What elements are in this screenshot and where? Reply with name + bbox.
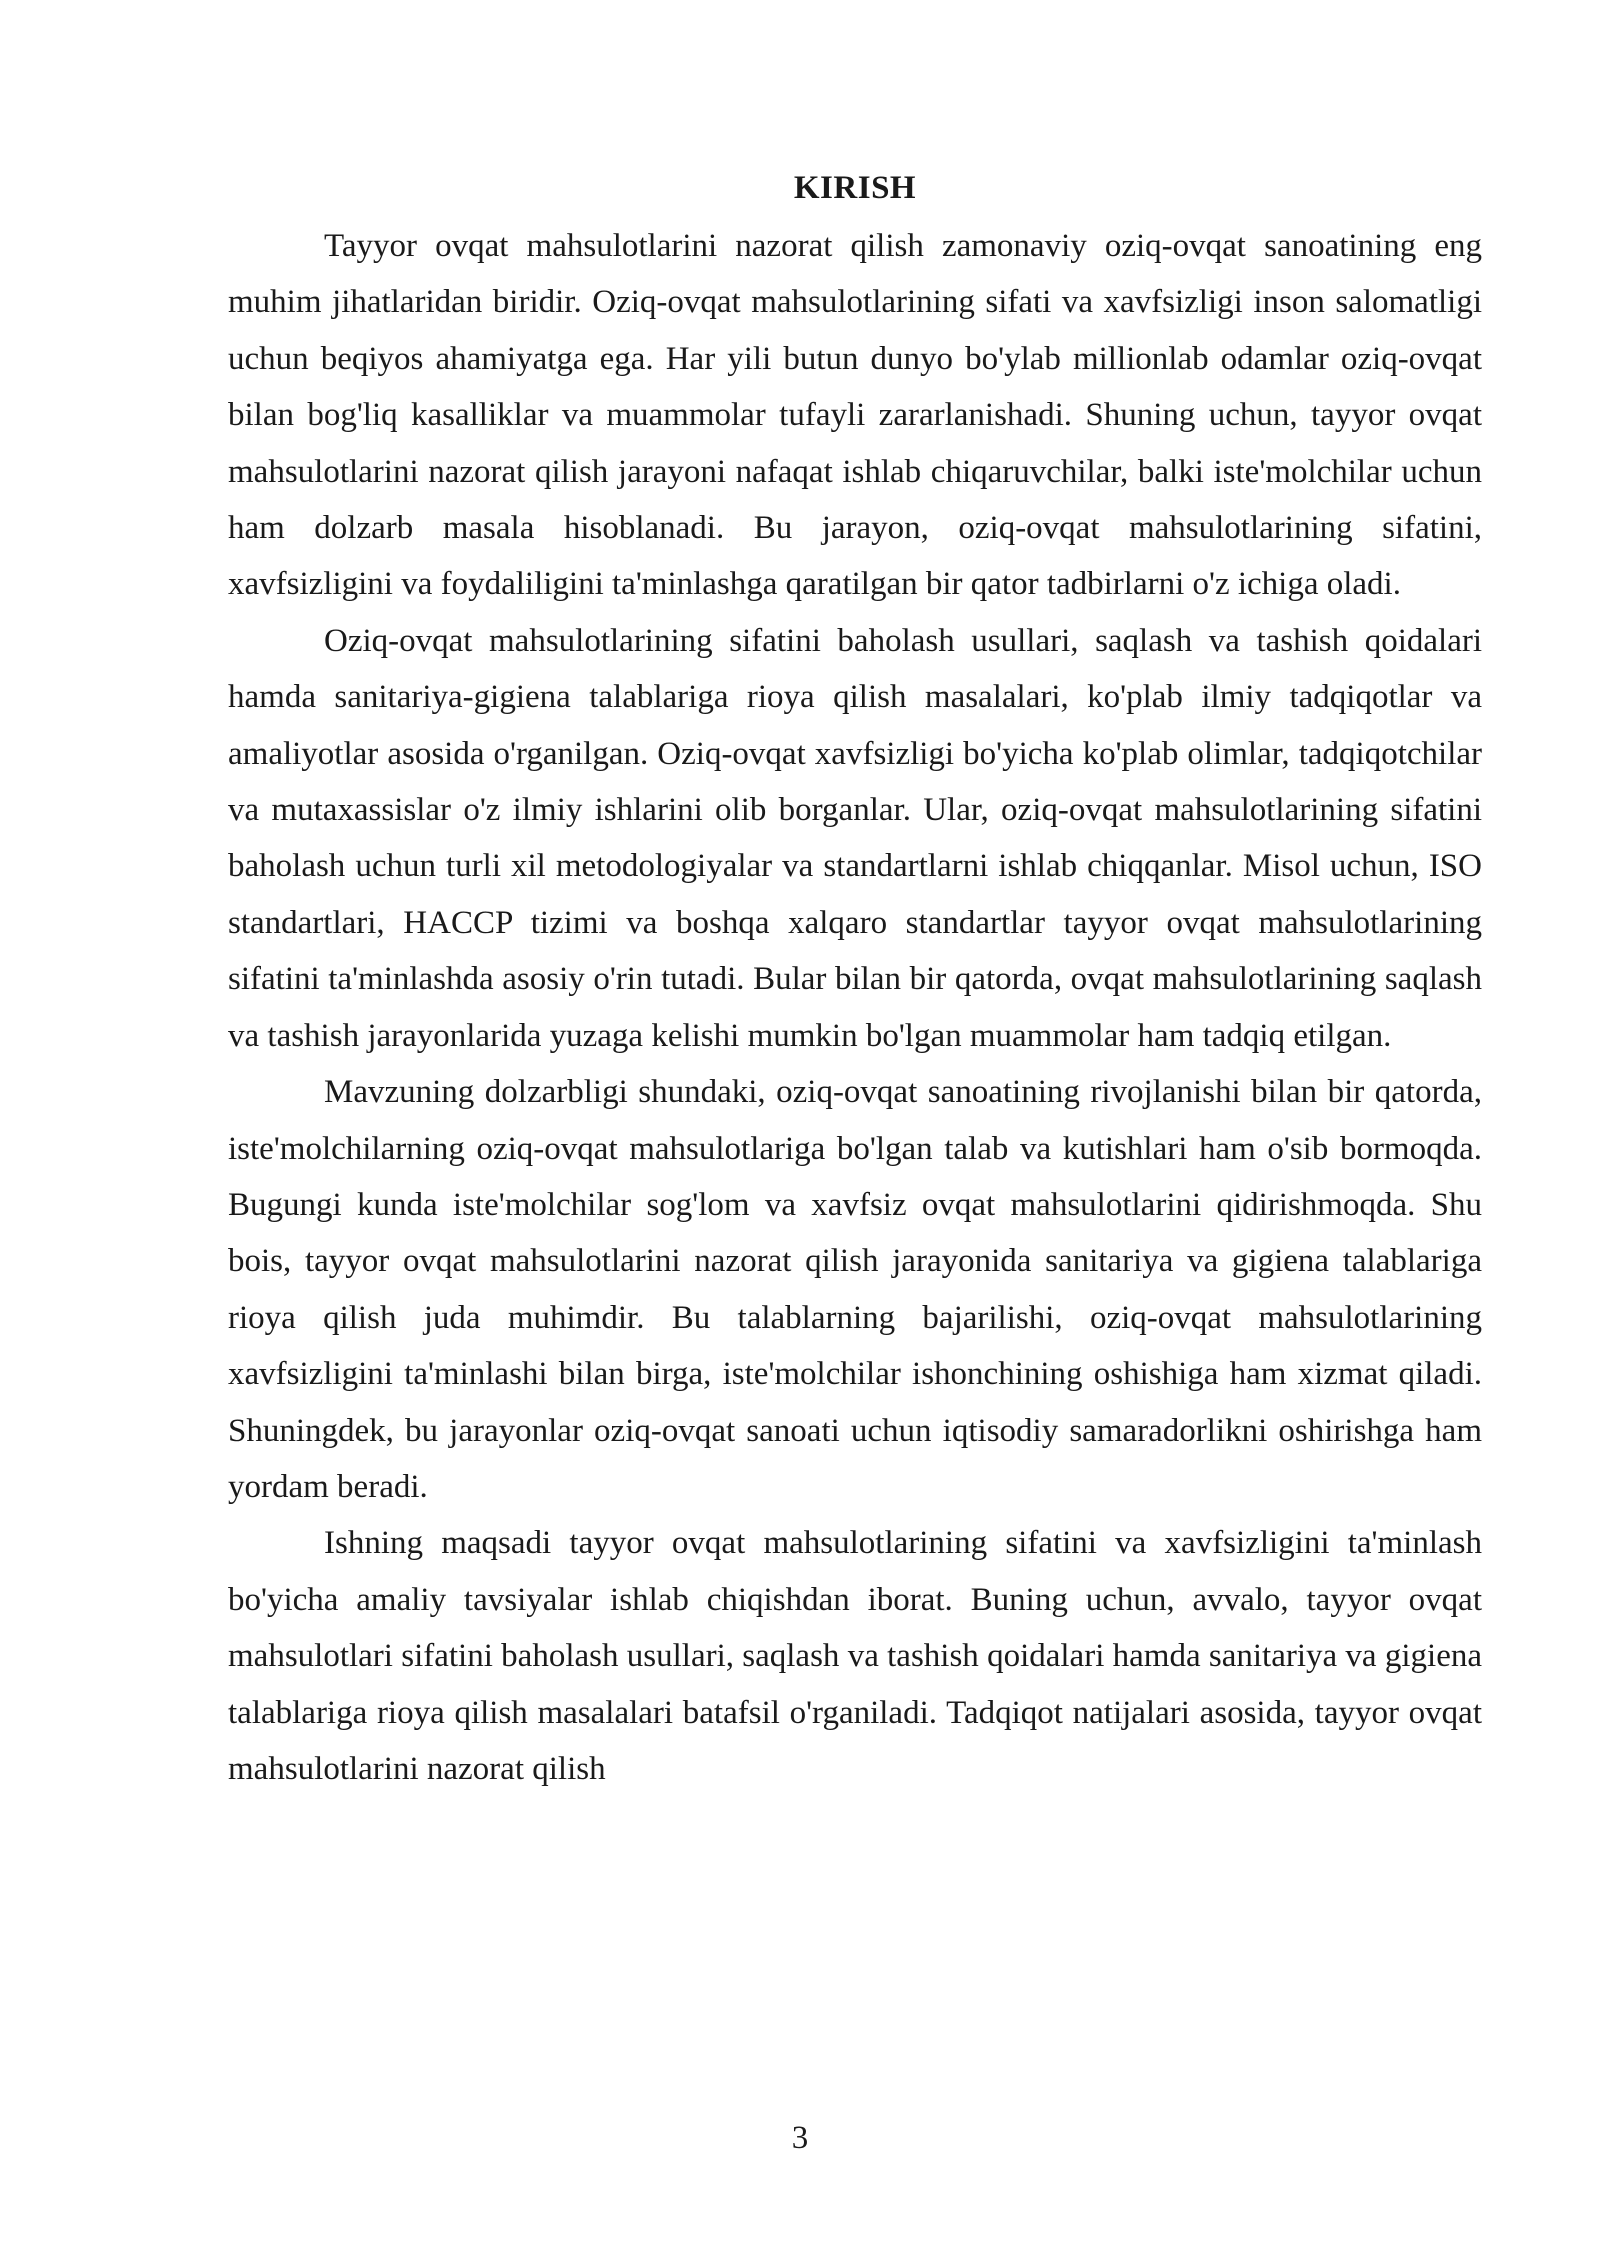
document-page — [228, 160, 1482, 1797]
paragraph-3: Mavzuning dolzarbligi shundaki, oziq-ovqat sanoatining rivojlanishi bilan bir qatorda, iste'molchilarning oziq-ovqat mahsulotlariga bo'lgan talab va kutishlari ham o'sib bormoqda. Bugungi kunda iste'molchilar sog'lom va xavfsiz ovqat mahsulotlarini qidirishmoqda. Shu bois, tayyor ovqat mahsulotlarini nazorat qilish jarayonida sanitariya va gigiena talablariga rioya qilish juda muhimdir. Bu talablarning bajarilishi, oziq-ovqat mahsulotlarining xavfsizligini ta'minlashi bilan birga, iste'molchilar ishonchining oshishiga ham xizmat qiladi. Shuningdek, bu jarayonlar oziq-ovqat sanoati uchun iqtisodiy samaradorlikni oshirishga ham yordam beradi. — [228, 1074, 1482, 1505]
paragraph-4: Ishning maqsadi tayyor ovqat mahsulotlarining sifatini va xavfsizligini ta'minlash bo'yicha amaliy tavsiyalar ishlab chiqishdan iborat. Buning uchun, avvalo, tayyor ovqat mahsulotlari sifatini baholash usullari, saqlash va tashish qoidalari hamda sanitariya va gigiena talablariga rioya qilish masalalari batafsil o'rganiladi. Tadqiqot natijalari asosida, tayyor ovqat mahsulotlarini nazorat qilish — [228, 1525, 1482, 1787]
page-number: 3 — [791, 2120, 809, 2156]
paragraph-2: Oziq-ovqat mahsulotlarining sifatini baholash usullari, saqlash va tashish qoidalari hamda sanitariya-gigiena talablariga rioya qilish masalalari, ko'plab ilmiy tadqiqotlar va amaliyotlar asosida o'rganilgan. Oziq-ovqat xavfsizligi bo'yicha ko'plab olimlar, tadqiqotchilar va mutaxassislar o'z ilmiy ishlarini olib borganlar. Ular, oziq-ovqat mahsulotlarining sifatini baholash uchun turli xil metodologiyalar va standartlarni ishlab chiqqanlar. Misol uchun, ISO standartlari, HACCP tizimi va boshqa xalqaro standartlar tayyor ovqat mahsulotlarining sifatini ta'minlashda asosiy o'rin tutadi. Bular bilan bir qatorda, ovqat mahsulotlarining saqlash va tashish jarayonlarida yuzaga kelishi mumkin bo'lgan muammolar ham tadqiq etilgan. — [228, 622, 1482, 1054]
section-heading: KIRISH — [793, 170, 917, 206]
paragraph-1: Tayyor ovqat mahsulotlarini nazorat qilish zamonaviy oziq-ovqat sanoatining eng muhim jihatlaridan biridir. Oziq-ovqat mahsulotlarining sifati va xavfsizligi inson salomatligi uchun beqiyos ahamiyatga ega. Har yili butun dunyo bo'ylab millionlab odamlar oziq-ovqat bilan bog'liq kasalliklar va muammolar tufayli zararlanishadi. Shuning uchun, tayyor ovqat mahsulotlarini nazorat qilish jarayoni nafaqat ishlab chiqaruvchilar, balki iste'molchilar uchun ham dolzarb masala hisoblanadi. Bu jarayon, oziq-ovqat mahsulotlarining sifatini, xavfsizligini va foydaliligini ta'minlashga qaratilgan bir qator tadbirlarni o'z ichiga oladi. — [228, 228, 1482, 603]
